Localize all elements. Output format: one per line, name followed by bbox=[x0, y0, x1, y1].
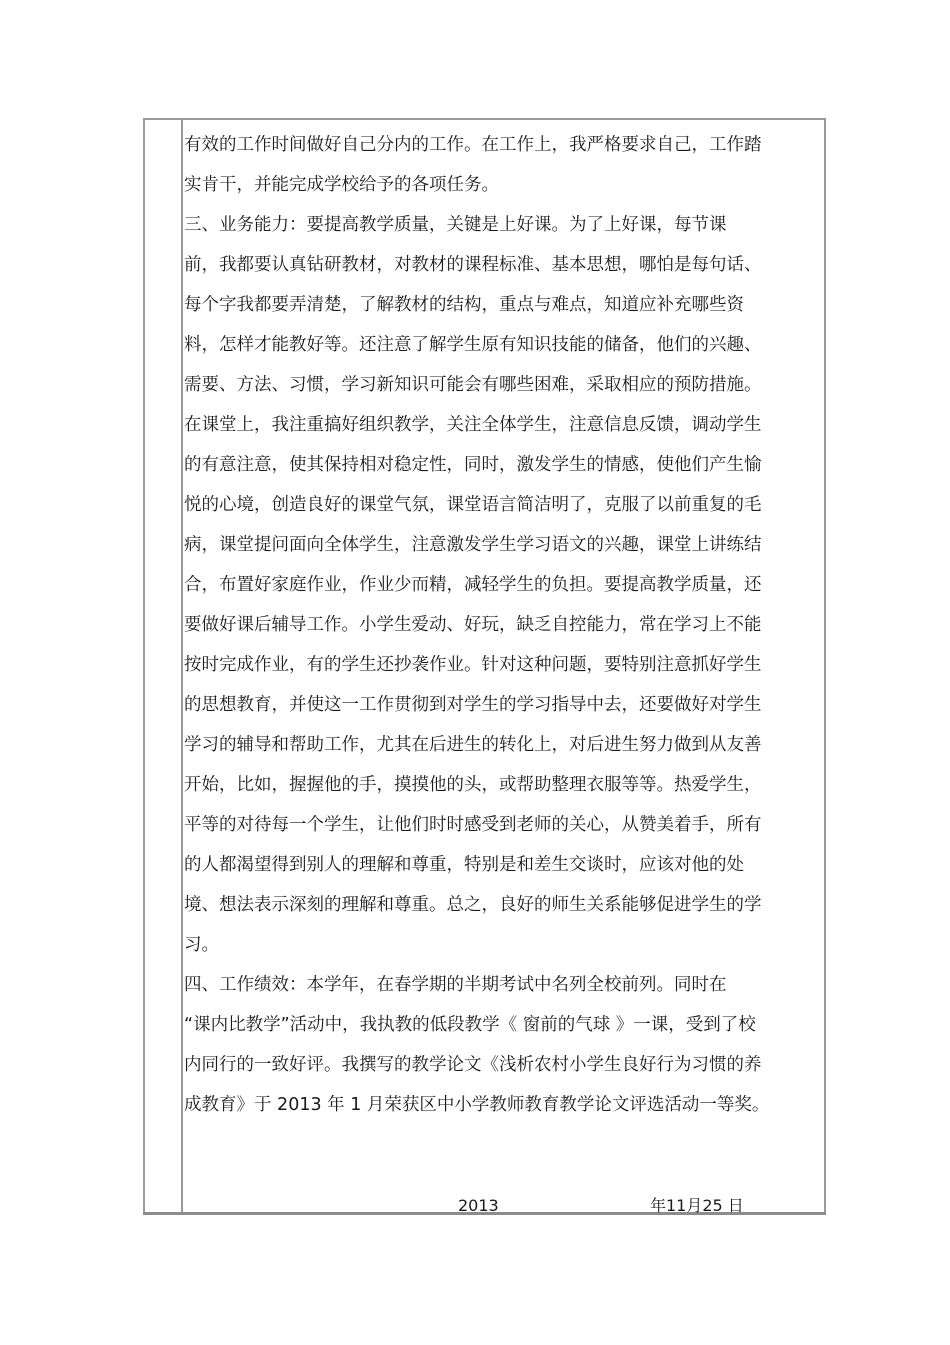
text-line: 学习的辅导和帮助工作，尤其在后进生的转化上，对后进生努力做到从友善 bbox=[184, 735, 762, 755]
text-line: 按时完成作业，有的学生还抄袭作业。针对这种问题，要特别注意抓好学生 bbox=[184, 655, 762, 675]
text-line: 平等的对待每一个学生，让他们时时感受到老师的关心，从赞美着手，所有 bbox=[184, 815, 762, 835]
text-line: 在课堂上，我注重搞好组织教学，关注全体学生，注意信息反馈，调动学生 bbox=[184, 415, 762, 435]
date-month-day: 年11月25 日 bbox=[650, 1196, 744, 1215]
text-line: 的有意注意，使其保持相对稳定性，同时，激发学生的情感，使他们产生愉 bbox=[184, 455, 762, 475]
text-line: 有效的工作时间做好自己分内的工作。在工作上，我严格要求自己，工作踏 bbox=[184, 135, 762, 155]
date-year: 2013 bbox=[458, 1196, 499, 1215]
text-line: 开始，比如，握握他的手，摸摸他的头，或帮助整理衣服等等。热爱学生， bbox=[184, 775, 762, 795]
text-line: 料，怎样才能教好等。还注意了解学生原有知识技能的储备，他们的兴趣、 bbox=[184, 335, 762, 355]
text-line: 的思想教育，并使这一工作贯彻到对学生的学习指导中去，还要做好对学生 bbox=[184, 695, 762, 715]
text-line: 病，课堂提问面向全体学生，注意激发学生学习语文的兴趣，课堂上讲练结 bbox=[184, 535, 762, 555]
text-line: “课内比教学”活动中，我执教的低段教学《 窗前的气球 》一课，受到了校 bbox=[184, 1015, 756, 1035]
text-line: 实肯干，并能完成学校给予的各项任务。 bbox=[184, 175, 499, 195]
text-line: 四、工作绩效：本学年，在春学期的半期考试中名列全校前列。同时在 bbox=[184, 975, 727, 995]
table-column-divider bbox=[181, 118, 183, 1215]
text-line: 习。 bbox=[184, 935, 219, 955]
text-line: 三、业务能力：要提高教学质量，关键是上好课。为了上好课，每节课 bbox=[184, 215, 727, 235]
text-line: 内同行的一致好评。我撰写的教学论文《浅析农村小学生良好行为习惯的养 bbox=[184, 1055, 762, 1075]
text-line: 要做好课后辅导工作。小学生爱动、好玩，缺乏自控能力，常在学习上不能 bbox=[184, 615, 762, 635]
text-line: 合，布置好家庭作业，作业少而精，减轻学生的负担。要提高教学质量，还 bbox=[184, 575, 762, 595]
text-line: 需要、方法、习惯，学习新知识可能会有哪些困难，采取相应的预防措施。 bbox=[184, 375, 762, 395]
text-line: 每个字我都要弄清楚，了解教材的结构，重点与难点，知道应补充哪些资 bbox=[184, 295, 744, 315]
text-line: 前，我都要认真钻研教材，对教材的课程标准、基本思想，哪怕是每句话、 bbox=[184, 255, 762, 275]
text-line: 的人都渴望得到别人的理解和尊重，特别是和差生交谈时，应该对他的处 bbox=[184, 855, 744, 875]
text-line: 成教育》于 2013 年 1 月荣获区中小学教师教育教学论文评选活动一等奖。 bbox=[184, 1095, 770, 1115]
text-line: 境、想法表示深刻的理解和尊重。总之，良好的师生关系能够促进学生的学 bbox=[184, 895, 762, 915]
text-line: 悦的心境，创造良好的课堂气氛，课堂语言简洁明了，克服了以前重复的毛 bbox=[184, 495, 762, 515]
